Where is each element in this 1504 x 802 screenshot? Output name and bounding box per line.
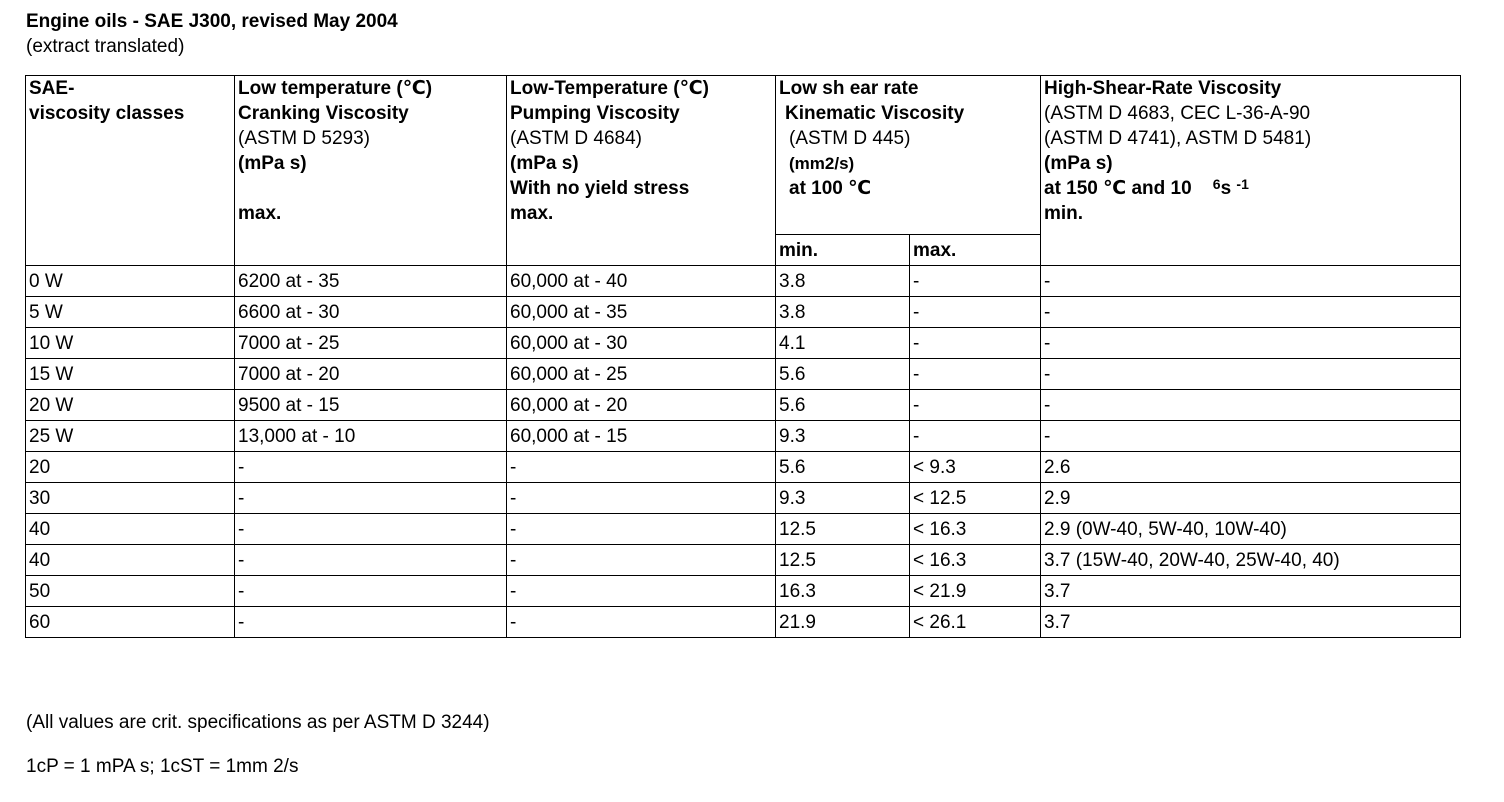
cell-kv-min: 3.8	[776, 266, 910, 297]
header-hths-line6: min.	[1044, 203, 1084, 224]
cell-sae-class: 20 W	[26, 390, 235, 421]
cell-sae-class: 20	[26, 452, 235, 483]
document-subtitle: (extract translated)	[26, 36, 185, 57]
cell-kv-max: < 21.9	[910, 576, 1041, 607]
viscosity-table	[25, 75, 1461, 638]
header-pumping-line1: Low-Temperature (℃)	[510, 78, 709, 99]
cell-cranking: 7000 at - 20	[235, 359, 507, 390]
header-cranking-line2: Cranking Viscosity	[238, 103, 409, 124]
cell-sae-class: 40	[26, 514, 235, 545]
footnote-units: 1cP = 1 mPA s; 1cST = 1mm 2/s	[26, 756, 299, 777]
table-row	[26, 545, 1461, 576]
header-kinematic-line5: at 100 ℃	[789, 178, 872, 199]
header-cranking-spacer	[238, 176, 506, 201]
cell-hths: 2.9 (0W-40, 5W-40, 10W-40)	[1041, 514, 1461, 545]
header-hths-line1: High-Shear-Rate Viscosity	[1044, 78, 1282, 99]
cell-hths: -	[1041, 359, 1461, 390]
cell-cranking: -	[235, 545, 507, 576]
cell-pumping: -	[507, 452, 776, 483]
cell-cranking: 6600 at - 30	[235, 297, 507, 328]
cell-kv-max: < 16.3	[910, 545, 1041, 576]
cell-kv-min: 9.3	[776, 483, 910, 514]
header-hths-line5-wrap	[1044, 176, 1460, 201]
header-kinematic-viscosity	[776, 76, 1041, 235]
cell-pumping: -	[507, 514, 776, 545]
cell-pumping: 60,000 at - 35	[507, 297, 776, 328]
header-hths-line4: (mPa s)	[1044, 153, 1113, 174]
cell-sae-class: 15 W	[26, 359, 235, 390]
header-hths-line5: at 150 ℃ and 10	[1044, 178, 1192, 199]
cell-pumping: 60,000 at - 25	[507, 359, 776, 390]
cell-sae-class: 40	[26, 545, 235, 576]
header-hths-line2: (ASTM D 4683, CEC L-36-A-90	[1044, 103, 1311, 124]
cell-kv-max: -	[910, 297, 1041, 328]
cell-kv-max: < 9.3	[910, 452, 1041, 483]
header-hths-viscosity	[1041, 76, 1461, 266]
cell-hths: -	[1041, 421, 1461, 452]
table-row	[26, 452, 1461, 483]
cell-sae-class: 60	[26, 607, 235, 638]
cell-cranking: 13,000 at - 10	[235, 421, 507, 452]
header-cranking-line3: (ASTM D 5293)	[238, 128, 370, 149]
cell-pumping: -	[507, 483, 776, 514]
header-cranking-line5: max.	[238, 203, 282, 224]
cell-cranking: 9500 at - 15	[235, 390, 507, 421]
cell-pumping: 60,000 at - 20	[507, 390, 776, 421]
cell-kv-max: -	[910, 359, 1041, 390]
header-pumping-line4: (mPa s)	[510, 153, 579, 174]
header-kinematic-line2: Kinematic Viscosity	[785, 103, 965, 124]
cell-hths: 2.6	[1041, 452, 1461, 483]
cell-kv-min: 5.6	[776, 452, 910, 483]
cell-pumping: 60,000 at - 15	[507, 421, 776, 452]
cell-kv-max: < 26.1	[910, 607, 1041, 638]
cell-pumping: -	[507, 576, 776, 607]
header-kinematic-line1: Low sh ear rate	[779, 78, 919, 99]
cell-hths: 2.9	[1041, 483, 1461, 514]
header-row	[26, 76, 1461, 235]
cell-cranking: -	[235, 514, 507, 545]
header-kinematic-line3: (ASTM D 445)	[789, 128, 911, 149]
cell-cranking: -	[235, 607, 507, 638]
header-pumping-line2: Pumping Viscosity	[510, 103, 680, 124]
cell-hths: -	[1041, 328, 1461, 359]
cell-hths: 3.7 (15W-40, 20W-40, 25W-40, 40)	[1041, 545, 1461, 576]
header-sae-class	[26, 76, 235, 266]
cell-sae-class: 25 W	[26, 421, 235, 452]
cell-pumping: -	[507, 545, 776, 576]
cell-kv-min: 12.5	[776, 514, 910, 545]
cell-cranking: 7000 at - 25	[235, 328, 507, 359]
header-cranking-viscosity	[235, 76, 507, 266]
cell-kv-min: 5.6	[776, 390, 910, 421]
header-sae-line2: viscosity classes	[29, 103, 185, 124]
cell-pumping: -	[507, 607, 776, 638]
header-hths-line3: (ASTM D 4741), ASTM D 5481)	[1044, 128, 1312, 149]
cell-kv-min: 21.9	[776, 607, 910, 638]
cell-sae-class: 5 W	[26, 297, 235, 328]
cell-kv-max: -	[910, 421, 1041, 452]
cell-hths: 3.7	[1041, 607, 1461, 638]
table-row	[26, 266, 1461, 297]
cell-kv-max: -	[910, 266, 1041, 297]
header-pumping-line6: max.	[510, 203, 554, 224]
table-row	[26, 359, 1461, 390]
document-title: Engine oils - SAE J300, revised May 2004	[26, 11, 398, 32]
subheader-kv-max: max.	[910, 235, 1041, 266]
cell-kv-max: < 12.5	[910, 483, 1041, 514]
header-kinematic-line4: (mm2/s)	[789, 154, 855, 173]
table-row	[26, 328, 1461, 359]
header-pumping-line5: With no yield stress	[510, 178, 690, 199]
header-hths-unit: s	[1220, 178, 1232, 199]
cell-hths: -	[1041, 297, 1461, 328]
subheader-kv-min: min.	[776, 235, 910, 266]
header-cranking-line1: Low temperature (℃)	[238, 78, 433, 99]
cell-hths: 3.7	[1041, 576, 1461, 607]
table-row	[26, 390, 1461, 421]
header-hths-unit-exponent: -1	[1236, 176, 1249, 192]
cell-kv-min: 3.8	[776, 297, 910, 328]
cell-kv-min: 5.6	[776, 359, 910, 390]
header-pumping-line3: (ASTM D 4684)	[510, 128, 642, 149]
table-row	[26, 576, 1461, 607]
cell-cranking: -	[235, 452, 507, 483]
cell-kv-max: -	[910, 390, 1041, 421]
cell-kv-max: -	[910, 328, 1041, 359]
table-row	[26, 607, 1461, 638]
cell-kv-min: 4.1	[776, 328, 910, 359]
header-hths-exponent: 6	[1212, 176, 1221, 192]
cell-kv-min: 9.3	[776, 421, 910, 452]
cell-kv-max: < 16.3	[910, 514, 1041, 545]
cell-hths: -	[1041, 390, 1461, 421]
cell-pumping: 60,000 at - 30	[507, 328, 776, 359]
footnote-astm: (All values are crit. specifications as per ASTM D 3244)	[26, 712, 490, 733]
header-pumping-viscosity	[507, 76, 776, 266]
cell-sae-class: 0 W	[26, 266, 235, 297]
cell-cranking: 6200 at - 35	[235, 266, 507, 297]
header-sae-line1: SAE-	[29, 78, 75, 99]
cell-sae-class: 50	[26, 576, 235, 607]
cell-pumping: 60,000 at - 40	[507, 266, 776, 297]
table-row	[26, 483, 1461, 514]
table-row	[26, 297, 1461, 328]
header-cranking-line4: (mPa s)	[238, 153, 307, 174]
cell-sae-class: 10 W	[26, 328, 235, 359]
cell-kv-min: 12.5	[776, 545, 910, 576]
table-body	[26, 76, 1461, 638]
cell-cranking: -	[235, 576, 507, 607]
cell-sae-class: 30	[26, 483, 235, 514]
table-row	[26, 421, 1461, 452]
table-row	[26, 514, 1461, 545]
cell-kv-min: 16.3	[776, 576, 910, 607]
cell-hths: -	[1041, 266, 1461, 297]
cell-cranking: -	[235, 483, 507, 514]
